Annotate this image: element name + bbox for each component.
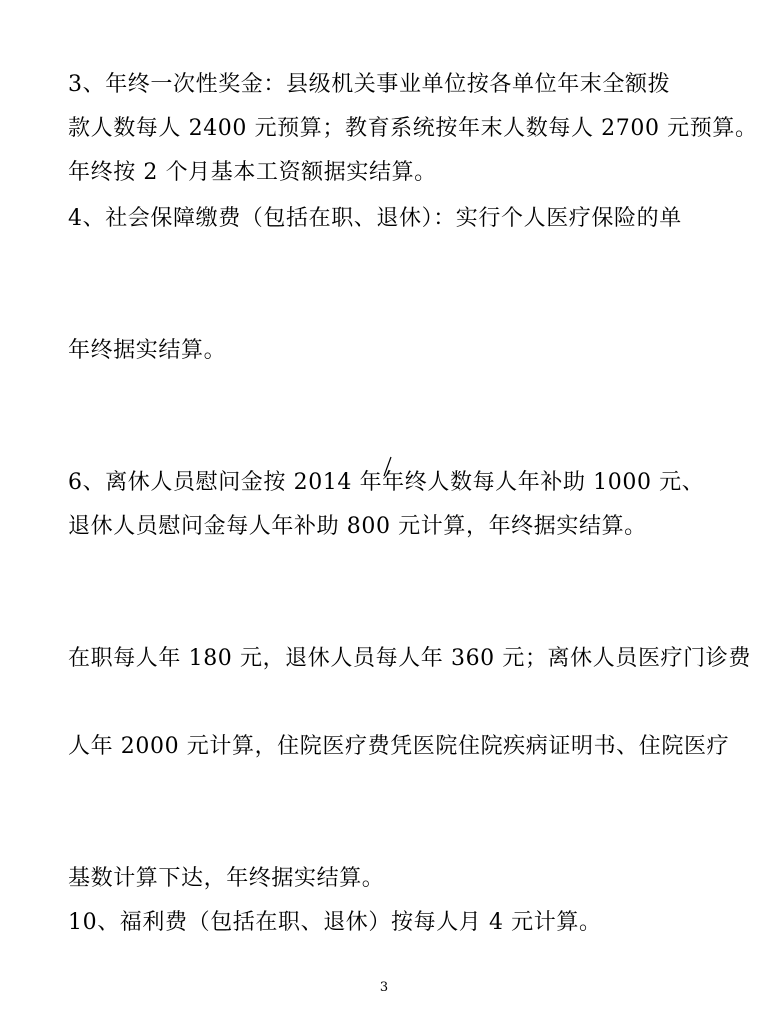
paragraph-5-line-2 (68, 420, 708, 458)
paragraph-6-line-2: 退休人员慰问金每人年补助 800 元计算，年终据实结算。 (68, 514, 647, 539)
paragraph-10-line-1: 10、福利费（包括在职、退休）按每人月 4 元计算。 (68, 910, 602, 935)
paragraph-8-line-4: 人年 2000 元计算，住院医疗费凭医院住院疾病证明书、住院医疗 (68, 734, 730, 759)
paragraph-5-line-1 (68, 376, 708, 414)
paragraph-8-line-3 (68, 684, 708, 722)
paragraph-8-line-2: 在职每人年 180 元，退休人员每人年 360 元；离休人员医疗门诊费 (68, 646, 751, 671)
paragraph-3-line-1: 3、年终一次性奖金：县级机关事业单位按各单位年末全额拨 (68, 72, 671, 97)
paragraph-4-line-4: 年终据实结算。 (68, 338, 227, 363)
paragraph-8-line-5 (68, 772, 708, 810)
paragraph-4-line-1: 4、社会保障缴费（包括在职、退休）：实行个人医疗保险的单 (68, 206, 682, 231)
paragraph-3-line-2: 款人数每人 2400 元预算；教育系统按年末人数每人 2700 元预算。 (68, 116, 758, 141)
paragraph-8-line-1 (68, 596, 708, 634)
paragraph-9-line-1 (68, 816, 708, 854)
paragraph-6-line-1: 6、离休人员慰问金按 2014 年年终人数每人年补助 1000 元、 (68, 470, 705, 495)
paragraph-9-line-2: 基数计算下达，年终据实结算。 (68, 866, 385, 891)
page-number: 3 (379, 980, 389, 995)
paragraph-4-line-2 (68, 244, 708, 282)
paragraph-4-line-3 (68, 288, 708, 326)
paragraph-3-line-3: 年终按 2 个月基本工资额据实结算。 (68, 160, 437, 185)
paragraph-7-line-1 (68, 552, 708, 590)
